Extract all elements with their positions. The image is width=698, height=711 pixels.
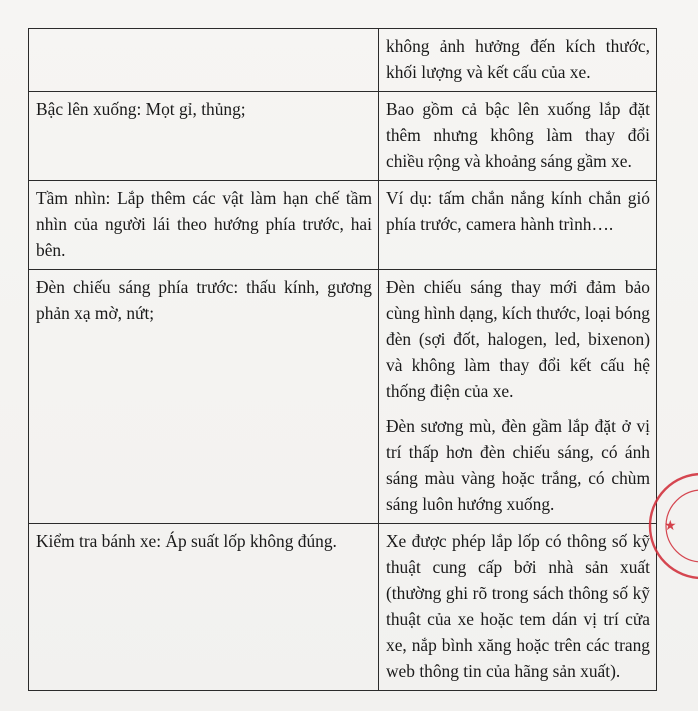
official-stamp-icon [640,466,698,586]
guidance-cell [379,29,657,92]
guidance-paragraph: Bao gồm cả bậc lên xuống lắp đặt thêm nhưng không làm thay đổi chiều rộng và khoảng sáng gầm xe. [386,99,650,171]
guidance-cell [379,524,657,691]
guidance-paragraph: Xe được phép lắp lốp có thông số kỹ thuật cung cấp bởi nhà sản xuất (thường ghi rõ trong sách thông số kỹ thuật của xe hoặc tem dán vị trí cửa xe, nắp bình xăng hoặc trên các trang web thông tin của hãng sản xuất). [386,531,650,681]
table-row [29,181,657,270]
table-row [29,524,657,691]
svg-text:★: ★ [664,518,677,534]
guidance-paragraph: Đèn chiếu sáng thay mới đảm bảo cùng hình dạng, kích thước, loại bóng đèn (sợi đốt, halogen, led, bixenon) và không làm thay đổi kết cấu hệ thống điện của xe. [386,277,650,401]
guidance-paragraph: Ví dụ: tấm chắn nắng kính chắn gió phía trước, camera hành trình…. [386,188,650,234]
guidance-paragraph: Đèn sương mù, đèn gầm lắp đặt ở vị trí thấp hơn đèn chiếu sáng, có ánh sáng màu vàng hoặc trắng, có chùm sáng luôn hướng xuống. [386,416,650,514]
issue-cell: Bậc lên xuống: Mọt gỉ, thủng; [29,92,379,181]
table-row [29,270,657,524]
table-row [29,29,657,92]
guidance-paragraph: không ảnh hưởng đến kích thước, khối lượng và kết cấu của xe. [386,36,650,82]
inspection-rules-table [28,28,657,691]
issue-cell [29,29,379,92]
issue-cell: Tầm nhìn: Lắp thêm các vật làm hạn chế tầm nhìn của người lái theo hướng phía trước, hai bên. [29,181,379,270]
issue-cell: Đèn chiếu sáng phía trước: thấu kính, gương phản xạ mờ, nứt; [29,270,379,524]
guidance-cell [379,92,657,181]
guidance-cell [379,181,657,270]
issue-cell: Kiểm tra bánh xe: Áp suất lốp không đúng. [29,524,379,691]
table-row [29,92,657,181]
guidance-cell [379,270,657,524]
